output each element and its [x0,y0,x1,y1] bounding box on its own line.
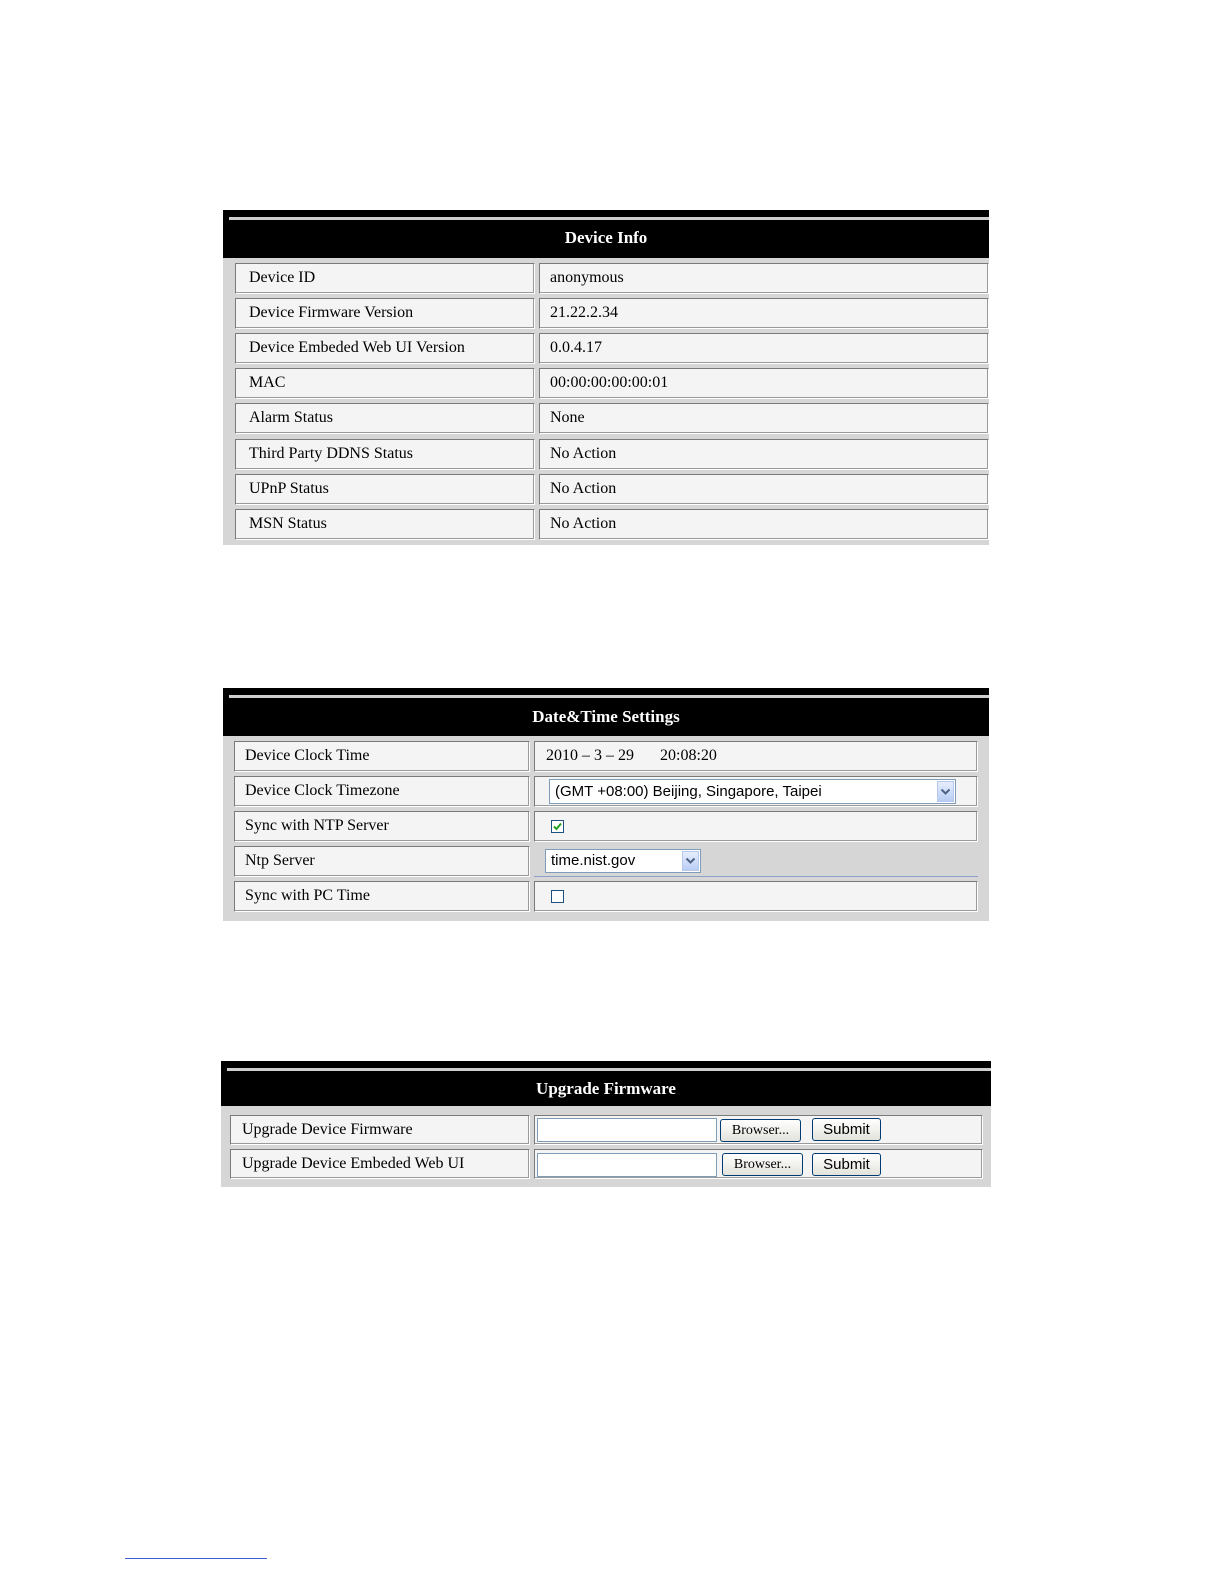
timezone-select[interactable] [549,779,956,804]
firmware-file-input[interactable] [537,1118,717,1142]
upgrade-title: Upgrade Firmware [536,1079,676,1098]
device-info-row [223,263,989,294]
upgrade-webui-cell [534,1149,983,1179]
ntp-sync-checkbox[interactable] [551,820,564,833]
datetime-header [223,688,989,736]
ntp-sync-row [223,811,989,842]
header-rule [229,217,989,220]
msn-status-value: No Action [539,509,989,540]
device-info-row [223,403,989,434]
ddns-status-value: No Action [539,439,989,470]
ntp-server-select[interactable] [545,849,701,873]
device-info-row [223,439,989,470]
clock-time-value [534,741,978,772]
firmware-version-label: Device Firmware Version [235,298,535,329]
ddns-status-label: Third Party DDNS Status [235,439,535,470]
ntp-sync-cell [534,811,978,842]
clock-time: 20:08:20 [660,747,717,764]
chevron-down-icon[interactable] [937,781,954,802]
header-rule [227,1068,991,1071]
ntp-sync-label: Sync with NTP Server [234,811,530,842]
upgrade-firmware-label: Upgrade Device Firmware [230,1115,530,1145]
upgrade-header [221,1061,991,1106]
alarm-status-label: Alarm Status [235,403,535,434]
device-info-header [223,210,989,258]
pc-sync-checkbox[interactable] [551,890,564,903]
chevron-down-icon[interactable] [682,851,699,871]
checkmark-icon [552,821,563,832]
ntp-server-label: Ntp Server [234,846,530,877]
firmware-submit-button[interactable]: Submit [812,1118,881,1141]
ntp-server-cell [534,846,978,877]
device-info-row [223,368,989,399]
msn-status-label: MSN Status [235,509,535,540]
webui-browse-button[interactable]: Browser... [722,1153,803,1176]
firmware-version-value: 21.22.2.34 [539,298,989,329]
device-info-row [223,509,989,540]
web-ui-version-label: Device Embeded Web UI Version [235,333,535,364]
timezone-selected-value: (GMT +08:00) Beijing, Singapore, Taipei [555,783,822,800]
ntp-server-selected-value: time.nist.gov [551,852,636,869]
device-id-label: Device ID [235,263,535,294]
alarm-status-value: None [539,403,989,434]
webui-submit-button[interactable]: Submit [812,1153,881,1176]
timezone-cell [534,776,978,807]
upgrade-webui-label: Upgrade Device Embeded Web UI [230,1149,530,1179]
device-info-panel [223,210,989,545]
footnote-divider [125,1558,267,1559]
header-rule [229,695,989,698]
device-info-row [223,474,989,505]
upnp-status-value: No Action [539,474,989,505]
datetime-panel [223,688,989,921]
clock-time-label: Device Clock Time [234,741,530,772]
device-id-value: anonymous [539,263,989,294]
pc-sync-cell [534,881,978,912]
device-info-title: Device Info [564,228,648,247]
upgrade-firmware-row [221,1115,991,1145]
device-info-row [223,333,989,364]
upgrade-webui-row [221,1149,991,1179]
mac-label: MAC [235,368,535,399]
timezone-row [223,776,989,807]
clock-time-row [223,741,989,772]
timezone-label: Device Clock Timezone [234,776,530,807]
datetime-title: Date&Time Settings [532,707,680,726]
web-ui-version-value: 0.0.4.17 [539,333,989,364]
firmware-browse-button[interactable]: Browser... [720,1119,801,1142]
upnp-status-label: UPnP Status [235,474,535,505]
webui-file-input[interactable] [537,1153,717,1177]
ntp-server-row [223,846,989,877]
device-info-row [223,298,989,329]
pc-sync-label: Sync with PC Time [234,881,530,912]
upgrade-panel [221,1061,991,1187]
upgrade-firmware-cell [534,1115,983,1145]
pc-sync-row [223,881,989,912]
mac-value: 00:00:00:00:00:01 [539,368,989,399]
clock-date: 2010 – 3 – 29 [546,747,634,764]
